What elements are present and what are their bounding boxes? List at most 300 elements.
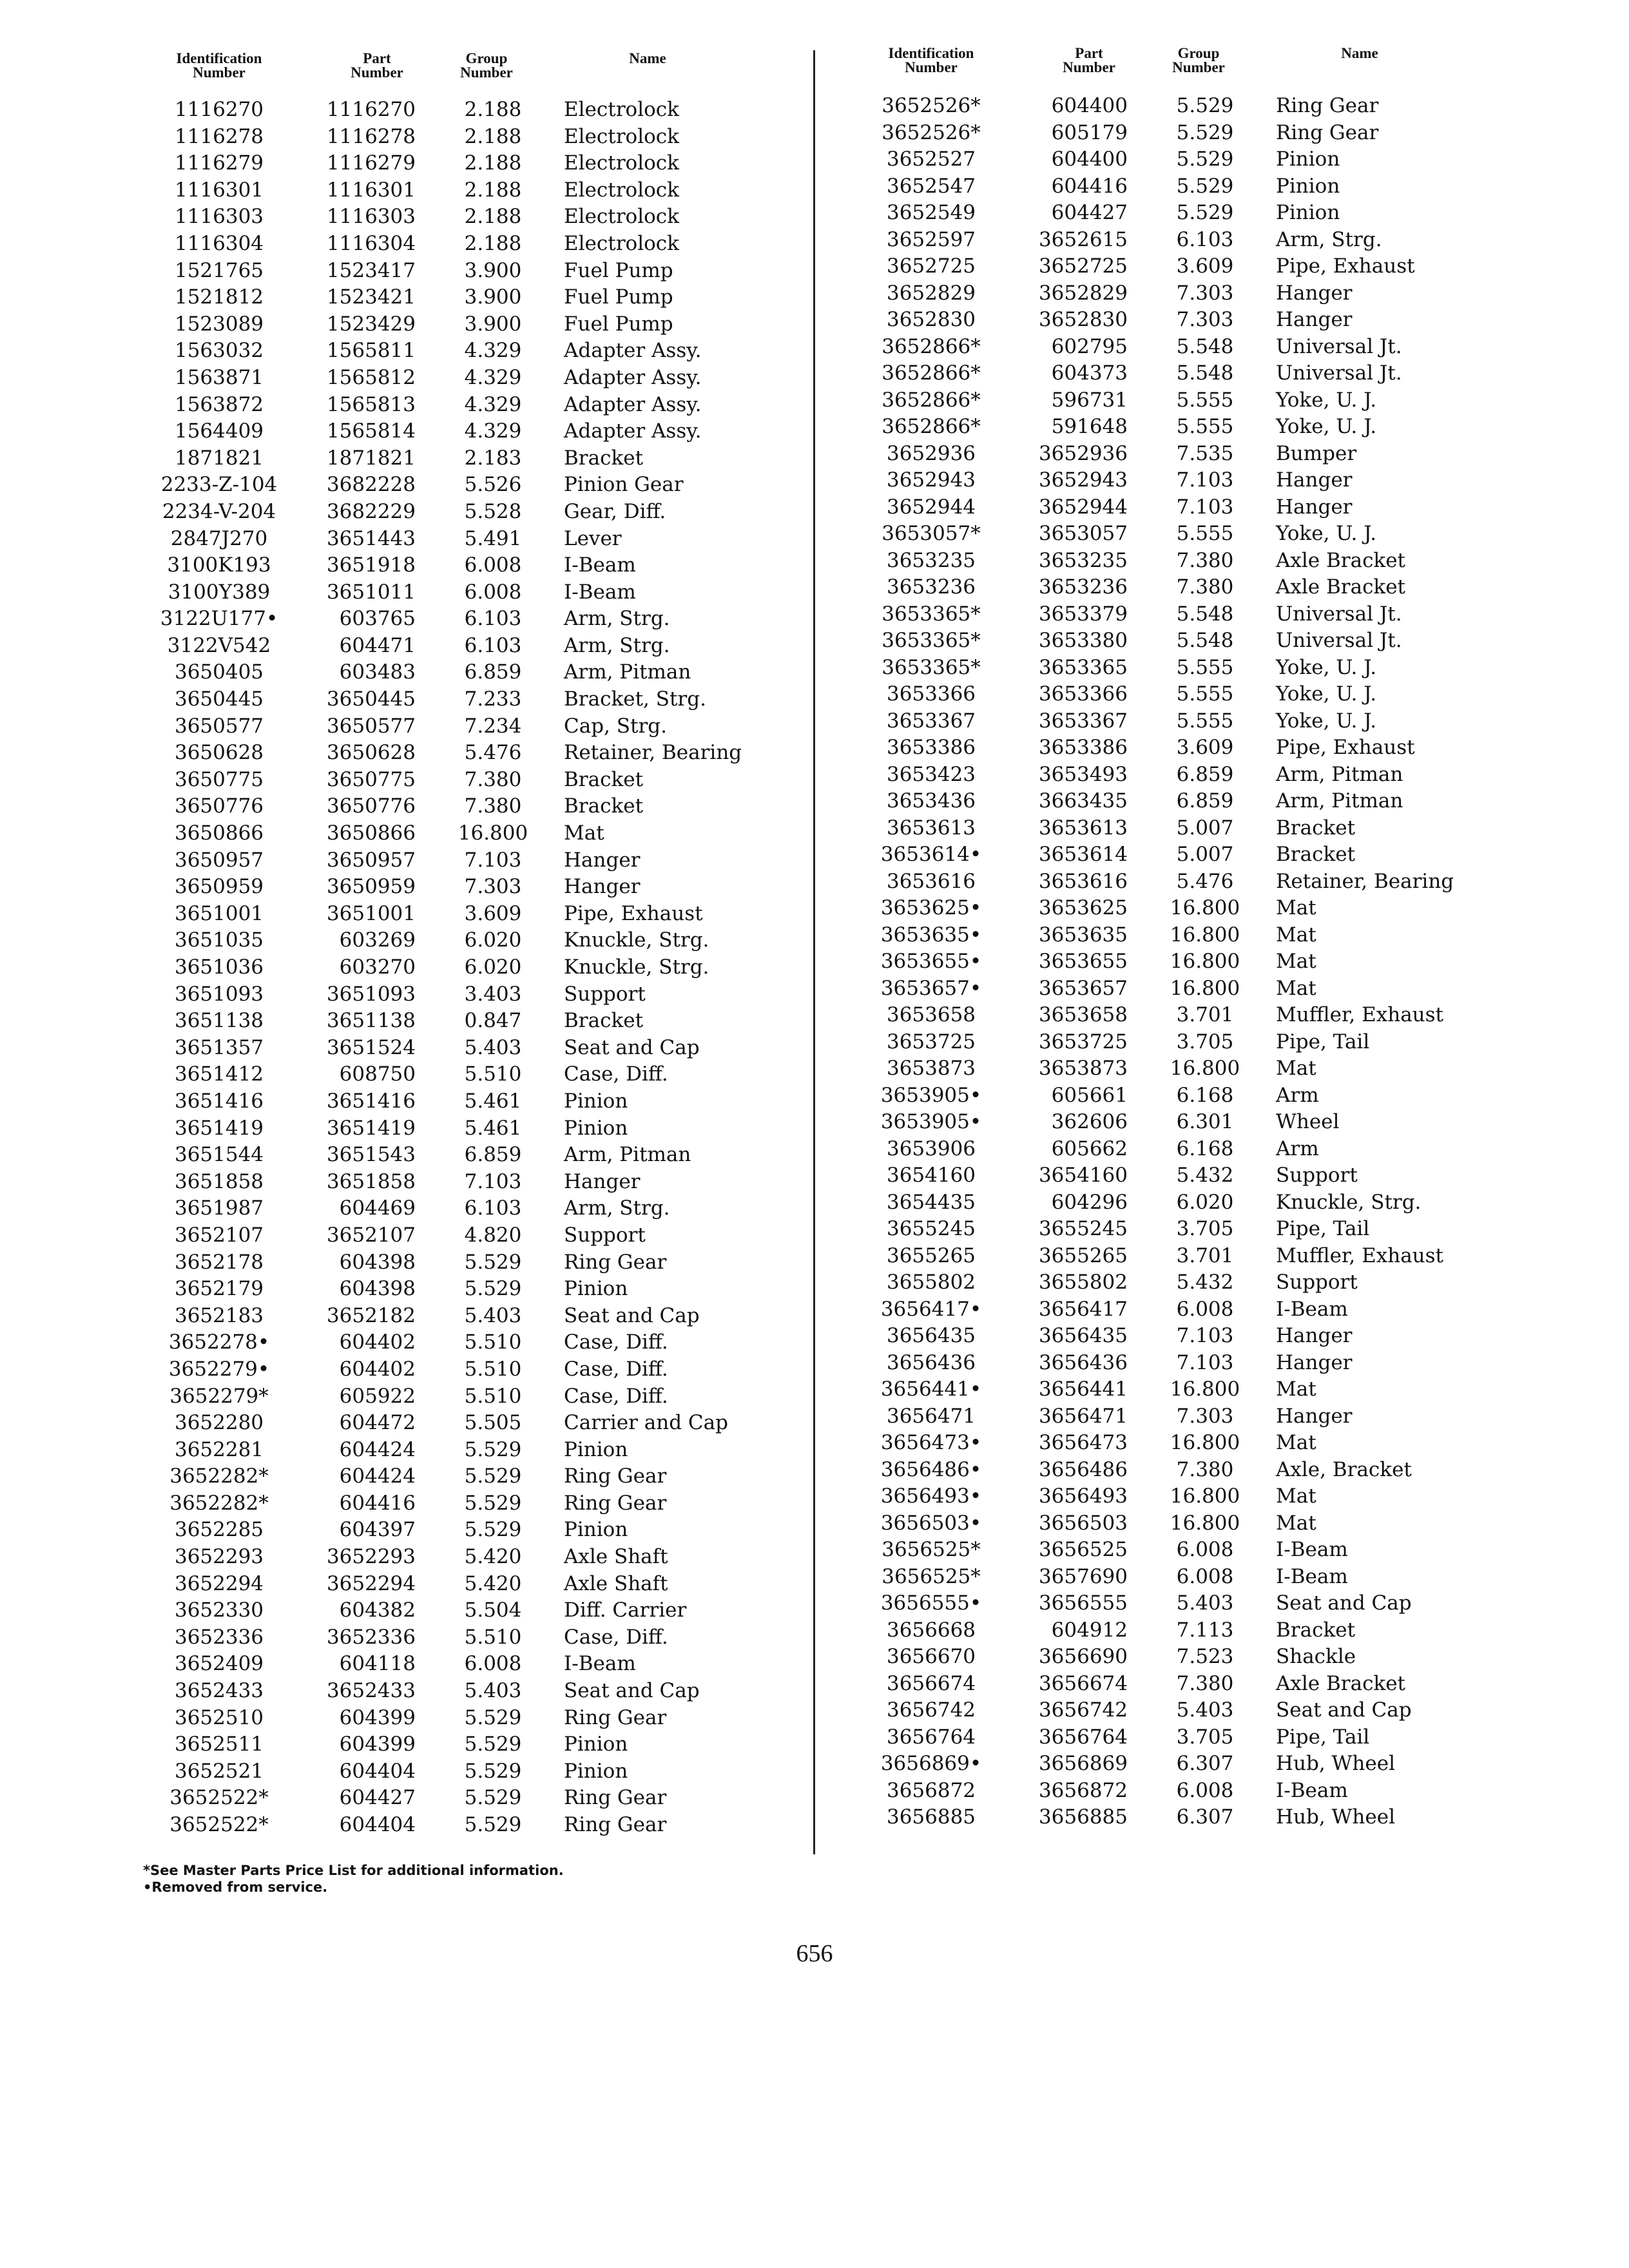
- group-number-cell: 5.007: [1176, 843, 1234, 866]
- part-number-cell: 3652944: [1038, 495, 1128, 519]
- group-number-cell: 5.529: [464, 1250, 522, 1274]
- group-number-cell: 5.555: [1176, 388, 1234, 412]
- part-number-cell: 1116279: [326, 151, 416, 175]
- part-number-cell: 3651443: [326, 526, 416, 550]
- identification-number-cell: 3652527: [886, 148, 976, 171]
- group-number-cell: 5.476: [1176, 869, 1234, 893]
- identification-number-cell: 3652866*: [882, 415, 981, 438]
- group-number-cell: 5.529: [464, 1491, 522, 1515]
- group-number-cell: 6.859: [464, 1143, 522, 1167]
- identification-number-cell: 3655802: [886, 1271, 976, 1294]
- name-cell: Axle, Bracket: [1276, 1457, 1412, 1481]
- part-number-cell: 604402: [339, 1331, 416, 1354]
- part-number-cell: 3656885: [1038, 1805, 1128, 1829]
- identification-number-cell: 1563032: [174, 339, 264, 363]
- group-number-cell: 5.510: [464, 1062, 522, 1086]
- group-number-cell: 3.900: [464, 258, 522, 282]
- part-number-cell: 1565814: [326, 419, 416, 443]
- group-number-cell: 5.504: [464, 1599, 522, 1622]
- name-cell: Pinion: [1276, 148, 1340, 171]
- group-number-cell: 16.800: [458, 822, 528, 845]
- identification-number-cell: 3653057*: [882, 522, 981, 545]
- group-number-cell: 5.510: [464, 1384, 522, 1408]
- identification-number-cell: 1871821: [174, 446, 264, 470]
- part-number-cell: 3652182: [326, 1303, 416, 1327]
- part-number-cell: 3652433: [326, 1679, 416, 1703]
- part-number-cell: 604427: [1051, 201, 1128, 224]
- identification-number-cell: 3653367: [886, 709, 976, 733]
- name-cell: Mat: [1276, 1511, 1316, 1535]
- name-cell: Pipe, Exhaust: [564, 901, 703, 925]
- group-number-cell: 7.380: [464, 794, 522, 818]
- part-number-cell: 3663435: [1038, 789, 1128, 812]
- identification-number-cell: 3652526*: [882, 94, 981, 117]
- part-number-cell: 3653725: [1038, 1030, 1128, 1053]
- name-cell: Hanger: [1276, 468, 1353, 492]
- identification-number-cell: 3650577: [174, 714, 264, 738]
- name-cell: Shackle: [1276, 1645, 1356, 1668]
- identification-number-cell: 3652433: [174, 1679, 264, 1703]
- part-number-cell: 3652336: [326, 1625, 416, 1649]
- name-cell: Ring Gear: [564, 1786, 667, 1810]
- group-number-cell: 7.113: [1176, 1618, 1234, 1642]
- name-cell: Case, Diff.: [564, 1062, 668, 1086]
- name-cell: Hanger: [1276, 281, 1353, 305]
- name-cell: Electrolock: [564, 124, 679, 148]
- group-number-cell: 5.403: [464, 1679, 522, 1703]
- group-number-cell: 4.329: [464, 339, 522, 363]
- name-cell: Arm, Pitman: [564, 1143, 691, 1167]
- name-cell: Ring Gear: [564, 1706, 667, 1729]
- group-number-cell: 16.800: [1170, 950, 1240, 973]
- name-cell: Ring Gear: [1276, 94, 1379, 117]
- identification-number-cell: 3652725: [886, 255, 976, 278]
- part-number-cell: 3656473: [1038, 1431, 1128, 1454]
- identification-number-cell: 3651987: [174, 1196, 264, 1220]
- identification-number-cell: 3652522*: [169, 1813, 269, 1836]
- name-cell: Electrolock: [564, 178, 679, 202]
- name-cell: Mat: [1276, 950, 1316, 973]
- part-number-cell: 3653365: [1038, 655, 1128, 679]
- name-cell: Hanger: [1276, 1324, 1353, 1347]
- name-cell: Universal Jt.: [1276, 629, 1402, 652]
- name-cell: Mat: [1276, 1485, 1316, 1508]
- group-number-cell: 5.555: [1176, 655, 1234, 679]
- identification-number-cell: 3656525*: [882, 1564, 981, 1588]
- group-number-cell: 5.476: [464, 741, 522, 765]
- group-number-cell: 16.800: [1170, 923, 1240, 947]
- identification-number-cell: 3653614•: [880, 843, 982, 866]
- identification-number-cell: 1116303: [174, 205, 264, 229]
- group-number-cell: 7.380: [1176, 1457, 1234, 1481]
- part-number-cell: 3656435: [1038, 1324, 1128, 1347]
- group-number-cell: 5.529: [1176, 148, 1234, 171]
- part-number-cell: 3650577: [326, 714, 416, 738]
- part-number-cell: 3650957: [326, 848, 416, 872]
- part-number-cell: 3652936: [1038, 441, 1128, 465]
- identification-number-cell: 3653906: [886, 1137, 976, 1160]
- part-number-cell: 3653057: [1038, 522, 1128, 545]
- part-number-cell: 3652943: [1038, 468, 1128, 492]
- identification-number-cell: 3654435: [886, 1190, 976, 1214]
- group-number-cell: 2.183: [464, 446, 522, 470]
- name-cell: Electrolock: [564, 151, 679, 175]
- name-cell: Pinion: [564, 1759, 628, 1783]
- group-number-cell: 2.188: [464, 98, 522, 121]
- name-cell: Yoke, U. J.: [1276, 522, 1377, 545]
- name-cell: Case, Diff.: [564, 1384, 668, 1408]
- group-number-cell: 5.403: [464, 1035, 522, 1059]
- group-number-cell: 5.529: [1176, 201, 1234, 224]
- group-number-cell: 3.609: [1176, 736, 1234, 759]
- identification-number-cell: 3652936: [886, 441, 976, 465]
- identification-number-cell: 3653905•: [880, 1110, 982, 1133]
- group-number-cell: 7.303: [1176, 281, 1234, 305]
- name-cell: I-Beam: [1276, 1297, 1348, 1321]
- name-cell: Hanger: [1276, 1350, 1353, 1374]
- identification-number-cell: 3650776: [174, 794, 264, 818]
- group-number-cell: 7.303: [1176, 1404, 1234, 1428]
- identification-number-cell: 3652943: [886, 468, 976, 492]
- name-cell: Ring Gear: [564, 1465, 667, 1488]
- identification-number-cell: 3651412: [174, 1062, 264, 1086]
- name-cell: Mat: [1276, 1431, 1316, 1454]
- group-number-cell: 3.900: [464, 285, 522, 309]
- name-cell: Pipe, Tail: [1276, 1217, 1370, 1240]
- group-number-cell: 6.859: [1176, 762, 1234, 786]
- part-number-cell: 3651858: [326, 1169, 416, 1193]
- group-number-cell: 7.380: [464, 767, 522, 791]
- group-number-cell: 7.103: [464, 1169, 522, 1193]
- name-cell: Bracket: [1276, 1618, 1356, 1642]
- name-cell: Bracket: [564, 794, 644, 818]
- part-number-cell: 3651093: [326, 982, 416, 1006]
- part-number-cell: 3650628: [326, 741, 416, 765]
- identification-number-cell: 3653235: [886, 548, 976, 572]
- header-group-number: Group Number: [460, 50, 513, 81]
- part-number-cell: 3653236: [1038, 575, 1128, 599]
- group-number-cell: 5.420: [464, 1571, 522, 1595]
- part-number-cell: 604424: [339, 1437, 416, 1461]
- identification-number-cell: 3652521: [174, 1759, 264, 1783]
- identification-number-cell: 3656885: [886, 1805, 976, 1829]
- group-number-cell: 4.329: [464, 419, 522, 443]
- identification-number-cell: 3653873: [886, 1057, 976, 1080]
- part-number-cell: 3656742: [1038, 1698, 1128, 1722]
- name-cell: Pinion: [564, 1089, 628, 1113]
- part-number-cell: 3652829: [1038, 281, 1128, 305]
- part-number-cell: 591648: [1051, 415, 1128, 438]
- group-number-cell: 7.103: [1176, 1350, 1234, 1374]
- name-cell: Fuel Pump: [564, 258, 673, 282]
- part-number-cell: 1116270: [326, 98, 416, 121]
- part-number-cell: 3652830: [1038, 308, 1128, 331]
- part-number-cell: 3656441: [1038, 1378, 1128, 1401]
- header-identification-number: Identification Number: [176, 50, 262, 81]
- identification-number-cell: 3122V542: [167, 633, 271, 657]
- part-number-cell: 3682228: [326, 473, 416, 497]
- identification-number-cell: 3656872: [886, 1778, 976, 1802]
- name-cell: Yoke, U. J.: [1276, 415, 1377, 438]
- name-cell: Electrolock: [564, 98, 679, 121]
- group-number-cell: 3.705: [1176, 1725, 1234, 1749]
- group-number-cell: 7.535: [1176, 441, 1234, 465]
- part-number-cell: 605179: [1051, 120, 1128, 144]
- name-cell: Support: [1276, 1164, 1358, 1187]
- identification-number-cell: 3652279*: [169, 1384, 269, 1408]
- footnote-bullet: •Removed from service.: [143, 1879, 328, 1895]
- part-number-cell: 1116278: [326, 124, 416, 148]
- name-cell: Arm: [1276, 1083, 1319, 1107]
- identification-number-cell: 3656503•: [880, 1511, 982, 1535]
- part-number-cell: 3650959: [326, 875, 416, 899]
- name-cell: Yoke, U. J.: [1276, 709, 1377, 733]
- part-number-cell: 3652615: [1038, 227, 1128, 251]
- part-number-cell: 3652725: [1038, 255, 1128, 278]
- part-number-cell: 3655802: [1038, 1271, 1128, 1294]
- identification-number-cell: 3652282*: [169, 1491, 269, 1515]
- part-number-cell: 3651419: [326, 1116, 416, 1140]
- name-cell: Case, Diff.: [564, 1625, 668, 1649]
- group-number-cell: 6.008: [464, 553, 522, 577]
- group-number-cell: 2.188: [464, 124, 522, 148]
- group-number-cell: 5.548: [1176, 602, 1234, 626]
- part-number-cell: 3654160: [1038, 1164, 1128, 1187]
- part-number-cell: 1565813: [326, 392, 416, 416]
- name-cell: Pipe, Tail: [1276, 1030, 1370, 1053]
- group-number-cell: 7.103: [1176, 1324, 1234, 1347]
- part-number-cell: 1871821: [326, 446, 416, 470]
- header-name: Name: [629, 50, 666, 66]
- identification-number-cell: 3656486•: [880, 1457, 982, 1481]
- name-cell: Arm, Strg.: [564, 1196, 670, 1220]
- identification-number-cell: 1563871: [174, 365, 264, 389]
- name-cell: Axle Bracket: [1276, 575, 1406, 599]
- name-cell: Hub, Wheel: [1276, 1752, 1395, 1775]
- group-number-cell: 4.329: [464, 392, 522, 416]
- part-number-cell: 1116304: [326, 231, 416, 255]
- name-cell: Gear, Diff.: [564, 499, 666, 523]
- name-cell: Seat and Cap: [1276, 1698, 1412, 1722]
- group-number-cell: 3.900: [464, 312, 522, 336]
- identification-number-cell: 3650957: [174, 848, 264, 872]
- name-cell: Knuckle, Strg.: [1276, 1190, 1422, 1214]
- part-number-cell: 3653635: [1038, 923, 1128, 947]
- group-number-cell: 5.529: [464, 1465, 522, 1488]
- group-number-cell: 7.233: [464, 687, 522, 711]
- part-number-cell: 604397: [339, 1518, 416, 1542]
- name-cell: Universal Jt.: [1276, 602, 1402, 626]
- group-number-cell: 4.820: [464, 1223, 522, 1247]
- part-number-cell: 3656872: [1038, 1778, 1128, 1802]
- group-number-cell: 5.528: [464, 499, 522, 523]
- part-number-cell: 604416: [1051, 174, 1128, 198]
- identification-number-cell: 3652549: [886, 201, 976, 224]
- identification-number-cell: 3656668: [886, 1618, 976, 1642]
- group-number-cell: 6.103: [464, 607, 522, 631]
- identification-number-cell: 3656493•: [880, 1485, 982, 1508]
- identification-number-cell: 3650445: [174, 687, 264, 711]
- name-cell: Support: [564, 1223, 646, 1247]
- name-cell: Axle Shaft: [564, 1571, 668, 1595]
- name-cell: I-Beam: [1276, 1538, 1348, 1561]
- part-number-cell: 3656525: [1038, 1538, 1128, 1561]
- identification-number-cell: 3653658: [886, 1003, 976, 1026]
- group-number-cell: 3.701: [1176, 1244, 1234, 1267]
- name-cell: Axle Bracket: [1276, 1671, 1406, 1695]
- name-cell: Knuckle, Strg.: [564, 956, 709, 979]
- name-cell: Electrolock: [564, 205, 679, 229]
- identification-number-cell: 3652522*: [169, 1786, 269, 1810]
- group-number-cell: 6.008: [1176, 1564, 1234, 1588]
- part-number-cell: 3656471: [1038, 1404, 1128, 1428]
- name-cell: Pinion: [564, 1116, 628, 1140]
- header-part-number: Part Number: [1063, 45, 1115, 75]
- group-number-cell: 7.103: [464, 848, 522, 872]
- group-number-cell: 5.461: [464, 1089, 522, 1113]
- identification-number-cell: 3650866: [174, 822, 264, 845]
- name-cell: Adapter Assy.: [564, 339, 702, 363]
- part-number-cell: 3653493: [1038, 762, 1128, 786]
- identification-number-cell: 3652280: [174, 1411, 264, 1435]
- group-number-cell: 5.510: [464, 1357, 522, 1381]
- identification-number-cell: 1564409: [174, 419, 264, 443]
- part-number-cell: 3650775: [326, 767, 416, 791]
- identification-number-cell: 3656436: [886, 1350, 976, 1374]
- name-cell: Knuckle, Strg.: [564, 928, 709, 952]
- identification-number-cell: 3653366: [886, 682, 976, 706]
- part-number-cell: 3653655: [1038, 950, 1128, 973]
- name-cell: Pinion: [564, 1733, 628, 1756]
- part-number-cell: 3656869: [1038, 1752, 1128, 1775]
- part-number-cell: 604296: [1051, 1190, 1128, 1214]
- identification-number-cell: 3653365*: [882, 602, 981, 626]
- name-cell: I-Beam: [564, 580, 636, 604]
- part-number-cell: 596731: [1051, 388, 1128, 412]
- identification-number-cell: 3650775: [174, 767, 264, 791]
- group-number-cell: 6.008: [1176, 1538, 1234, 1561]
- footnotes: [143, 1862, 564, 1896]
- part-number-cell: 604402: [339, 1357, 416, 1381]
- part-number-cell: 604912: [1051, 1618, 1128, 1642]
- identification-number-cell: 1116301: [174, 178, 264, 202]
- name-cell: Bracket: [564, 767, 644, 791]
- group-number-cell: 5.555: [1176, 415, 1234, 438]
- name-cell: Arm, Strg.: [564, 607, 670, 631]
- identification-number-cell: 3652510: [174, 1706, 264, 1729]
- group-number-cell: 5.529: [464, 1437, 522, 1461]
- identification-number-cell: 3651001: [174, 901, 264, 925]
- part-number-cell: 604424: [339, 1465, 416, 1488]
- group-number-cell: 3.609: [1176, 255, 1234, 278]
- part-number-cell: 3652294: [326, 1571, 416, 1595]
- group-number-cell: 5.403: [1176, 1591, 1234, 1615]
- part-number-cell: 605662: [1051, 1137, 1128, 1160]
- name-cell: Adapter Assy.: [564, 392, 702, 416]
- identification-number-cell: 3655265: [886, 1244, 976, 1267]
- group-number-cell: 6.859: [464, 660, 522, 684]
- identification-number-cell: 1521765: [174, 258, 264, 282]
- name-cell: Bracket: [1276, 843, 1356, 866]
- part-number-cell: 3653367: [1038, 709, 1128, 733]
- identification-number-cell: 3652183: [174, 1303, 264, 1327]
- identification-number-cell: 3652866*: [882, 388, 981, 412]
- part-number-cell: 3653614: [1038, 843, 1128, 866]
- group-number-cell: 16.800: [1170, 1431, 1240, 1454]
- identification-number-cell: 3653625•: [880, 896, 982, 919]
- group-number-cell: 7.380: [1176, 575, 1234, 599]
- group-number-cell: 6.168: [1176, 1083, 1234, 1107]
- part-number-cell: 603270: [339, 956, 416, 979]
- part-number-cell: 604400: [1051, 148, 1128, 171]
- group-number-cell: 6.859: [1176, 789, 1234, 812]
- identification-number-cell: 3656670: [886, 1645, 976, 1668]
- name-cell: Mat: [564, 822, 604, 845]
- part-number-cell: 604469: [339, 1196, 416, 1220]
- part-number-cell: 3651416: [326, 1089, 416, 1113]
- identification-number-cell: 3652107: [174, 1223, 264, 1247]
- group-number-cell: 6.103: [464, 1196, 522, 1220]
- group-number-cell: 6.008: [464, 580, 522, 604]
- identification-number-cell: 3651357: [174, 1035, 264, 1059]
- identification-number-cell: 3652944: [886, 495, 976, 519]
- part-number-cell: 602795: [1051, 334, 1128, 358]
- footnote-asterisk: *See Master Parts Price List for additional information.: [143, 1863, 564, 1878]
- identification-number-cell: 3652829: [886, 281, 976, 305]
- part-number-cell: 3652107: [326, 1223, 416, 1247]
- part-number-cell: 604373: [1051, 361, 1128, 385]
- group-number-cell: 6.103: [1176, 227, 1234, 251]
- group-number-cell: 5.007: [1176, 816, 1234, 840]
- name-cell: Retainer, Bearing: [1276, 869, 1454, 893]
- group-number-cell: 16.800: [1170, 1378, 1240, 1401]
- group-number-cell: 7.380: [1176, 548, 1234, 572]
- identification-number-cell: 3652330: [174, 1599, 264, 1622]
- part-number-cell: 605661: [1051, 1083, 1128, 1107]
- group-number-cell: 6.008: [464, 1652, 522, 1676]
- part-number-cell: 3653366: [1038, 682, 1128, 706]
- part-number-cell: 603765: [339, 607, 416, 631]
- part-number-cell: 362606: [1051, 1110, 1128, 1133]
- part-number-cell: 3656690: [1038, 1645, 1128, 1668]
- group-number-cell: 5.529: [464, 1786, 522, 1810]
- identification-number-cell: 3656471: [886, 1404, 976, 1428]
- identification-number-cell: 3651138: [174, 1009, 264, 1033]
- identification-number-cell: 3652597: [886, 227, 976, 251]
- identification-number-cell: 3650405: [174, 660, 264, 684]
- name-cell: Arm, Pitman: [1276, 762, 1403, 786]
- group-number-cell: 5.529: [1176, 174, 1234, 198]
- identification-number-cell: 3656417•: [880, 1297, 982, 1321]
- group-number-cell: 5.555: [1176, 709, 1234, 733]
- name-cell: Retainer, Bearing: [564, 741, 742, 765]
- column-divider: [813, 50, 815, 1854]
- name-cell: Bracket: [1276, 816, 1356, 840]
- identification-number-cell: 3656555•: [880, 1591, 982, 1615]
- part-number-cell: 3655265: [1038, 1244, 1128, 1267]
- identification-number-cell: 3653436: [886, 789, 976, 812]
- part-number-cell: 3656555: [1038, 1591, 1128, 1615]
- group-number-cell: 3.609: [464, 901, 522, 925]
- name-cell: Pipe, Exhaust: [1276, 736, 1415, 759]
- identification-number-cell: 3654160: [886, 1164, 976, 1187]
- name-cell: Bumper: [1276, 441, 1357, 465]
- identification-number-cell: 1523089: [174, 312, 264, 336]
- group-number-cell: 6.020: [464, 928, 522, 952]
- group-number-cell: 5.420: [464, 1545, 522, 1569]
- identification-number-cell: 3653236: [886, 575, 976, 599]
- identification-number-cell: 3653905•: [880, 1083, 982, 1107]
